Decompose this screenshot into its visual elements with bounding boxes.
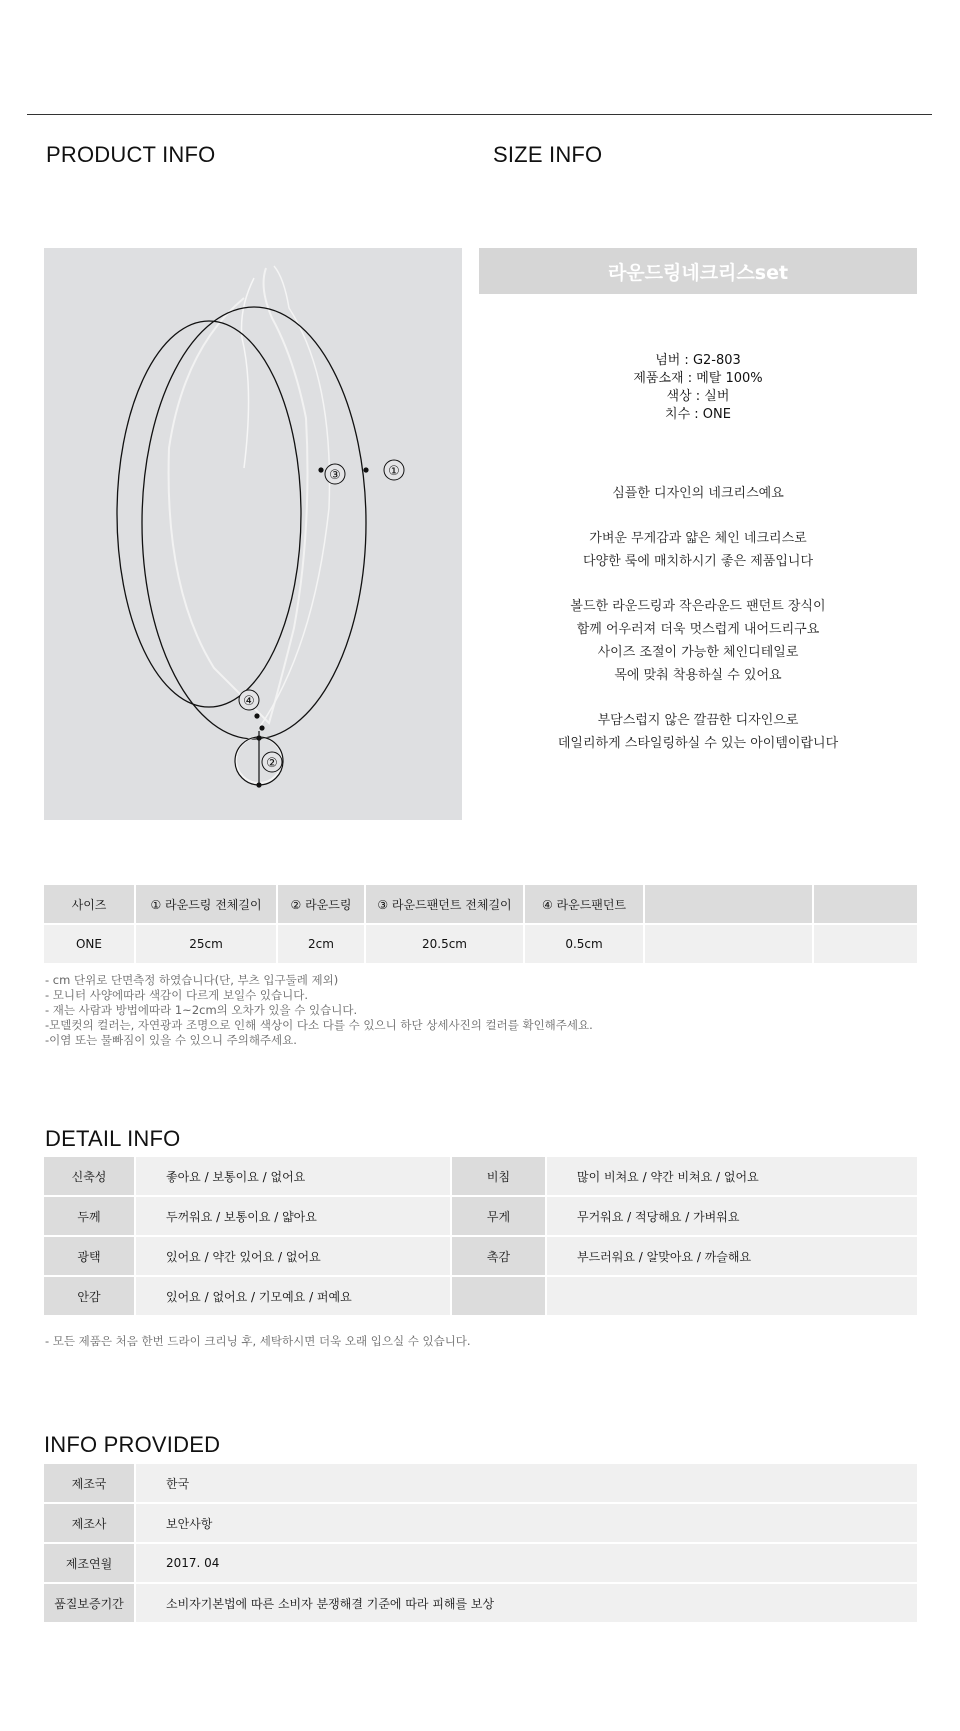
size-header-cell: ③ 라운드팬던트 전체길이 <box>366 885 523 923</box>
spec-color: 색상 : 실버 <box>666 389 730 404</box>
info-value: 한국 <box>136 1464 917 1502</box>
desc-line: 함께 어우러져 더욱 멋스럽게 내어드리구요 <box>576 622 820 637</box>
size-info-title: SIZE INFO <box>493 142 603 167</box>
detail-row <box>44 1277 917 1315</box>
detail-key: 무게 <box>452 1197 545 1235</box>
svg-text:①: ① <box>388 464 400 479</box>
size-cell <box>645 925 812 963</box>
desc-line: 가벼운 무게감과 얇은 체인 네크리스로 <box>589 531 807 546</box>
desc-line: 심플한 디자인의 네크리스예요 <box>612 486 784 501</box>
svg-text:②: ② <box>266 756 278 771</box>
detail-value: 무거워요 / 적당해요 / 가벼워요 <box>547 1197 917 1235</box>
size-header-cell: ② 라운드링 <box>278 885 364 923</box>
detail-info-title: DETAIL INFO <box>45 1126 181 1151</box>
detail-key: 촉감 <box>452 1237 545 1275</box>
info-row <box>44 1544 917 1582</box>
size-table-header <box>44 885 917 923</box>
size-notes <box>45 973 593 1048</box>
desc-line: 볼드한 라운드링과 작은라운드 팬던트 장식이 <box>570 599 826 614</box>
info-row <box>44 1464 917 1502</box>
product-name-banner: 라운드링네크리스set <box>479 248 917 294</box>
info-value: 2017. 04 <box>136 1544 917 1582</box>
size-note-line: - 모니터 사양에따라 색감이 다르게 보일수 있습니다. <box>45 988 309 1002</box>
size-note-line: - cm 단위로 단면측정 하였습니다(단, 부츠 입구둘레 제외) <box>45 973 339 987</box>
size-header-cell: ④ 라운드팬던트 <box>525 885 643 923</box>
product-info-title: PRODUCT INFO <box>46 142 216 167</box>
size-table <box>42 883 919 965</box>
detail-value: 좋아요 / 보통이요 / 없어요 <box>136 1157 450 1195</box>
size-cell <box>814 925 917 963</box>
size-table-row <box>44 925 917 963</box>
size-cell: 25cm <box>136 925 276 963</box>
detail-value <box>547 1277 917 1315</box>
desc-line: 목에 맞춰 착용하실 수 있어요 <box>614 668 782 683</box>
size-note-line: -모델컷의 컬러는, 자연광과 조명으로 인해 색상이 다소 다를 수 있으니 하단 상세사진의 컬러를 확인해주세요. <box>45 1018 593 1032</box>
info-provided-title: INFO PROVIDED <box>44 1432 221 1457</box>
svg-text:④: ④ <box>243 694 255 709</box>
marker-3 <box>325 464 345 484</box>
desc-line: 부담스럽지 않은 깔끔한 디자인으로 <box>597 713 799 728</box>
size-note-line: - 재는 사람과 방법에따라 1~2cm의 오차가 있을 수 있습니다. <box>45 1003 358 1017</box>
info-provided-table <box>42 1462 919 1624</box>
detail-value: 부드러워요 / 알맞아요 / 까슬해요 <box>547 1237 917 1275</box>
detail-key: 광택 <box>44 1237 134 1275</box>
marker-4 <box>239 690 259 710</box>
size-header-cell: 사이즈 <box>44 885 134 923</box>
detail-key: 신축성 <box>44 1157 134 1195</box>
detail-value: 많이 비쳐요 / 약간 비쳐요 / 없어요 <box>547 1157 917 1195</box>
detail-row <box>44 1157 917 1195</box>
detail-value: 있어요 / 없어요 / 기모예요 / 퍼예요 <box>136 1277 450 1315</box>
svg-text:③: ③ <box>329 468 341 483</box>
size-header-cell <box>814 885 917 923</box>
size-note-line: -이염 또는 물빠짐이 있을 수 있으니 주의해주세요. <box>45 1033 297 1047</box>
info-key: 제조연월 <box>44 1544 134 1582</box>
info-key: 제조국 <box>44 1464 134 1502</box>
product-photo <box>44 248 462 820</box>
desc-line: 데일리하게 스타일링하실 수 있는 아이템이랍니다 <box>557 736 839 751</box>
desc-line: 사이즈 조절이 가능한 체인디테일로 <box>597 645 799 660</box>
detail-value: 있어요 / 약간 있어요 / 없어요 <box>136 1237 450 1275</box>
detail-value: 두꺼워요 / 보통이요 / 얇아요 <box>136 1197 450 1235</box>
spec-size: 치수 : ONE <box>665 407 731 422</box>
spec-number: 넘버 : G2-803 <box>655 353 741 368</box>
desc-line: 다양한 룩에 매치하시기 좋은 제품입니다 <box>582 554 813 569</box>
size-cell: 0.5cm <box>525 925 643 963</box>
marker-2 <box>262 752 282 772</box>
marker-1 <box>384 460 404 480</box>
info-row <box>44 1504 917 1542</box>
detail-row <box>44 1237 917 1275</box>
top-divider <box>27 114 932 115</box>
info-key: 제조사 <box>44 1504 134 1542</box>
info-row <box>44 1584 917 1622</box>
size-header-cell <box>645 885 812 923</box>
detail-key: 두께 <box>44 1197 134 1235</box>
size-header-cell: ① 라운드링 전체길이 <box>136 885 276 923</box>
detail-key <box>452 1277 545 1315</box>
detail-key: 안감 <box>44 1277 134 1315</box>
spec-material: 제품소재 : 메탈 100% <box>633 371 763 386</box>
info-key: 품질보증기간 <box>44 1584 134 1622</box>
info-value: 소비자기본법에 따른 소비자 분쟁해결 기준에 따라 피해를 보상 <box>136 1584 917 1622</box>
size-cell: 2cm <box>278 925 364 963</box>
detail-key: 비침 <box>452 1157 545 1195</box>
info-value: 보안사항 <box>136 1504 917 1542</box>
size-cell: ONE <box>44 925 134 963</box>
detail-row <box>44 1197 917 1235</box>
detail-note: - 모든 제품은 처음 한번 드라이 크리닝 후, 세탁하시면 더욱 오래 입으실 수 있습니다. <box>45 1334 471 1348</box>
size-cell: 20.5cm <box>366 925 523 963</box>
detail-table <box>42 1155 919 1317</box>
